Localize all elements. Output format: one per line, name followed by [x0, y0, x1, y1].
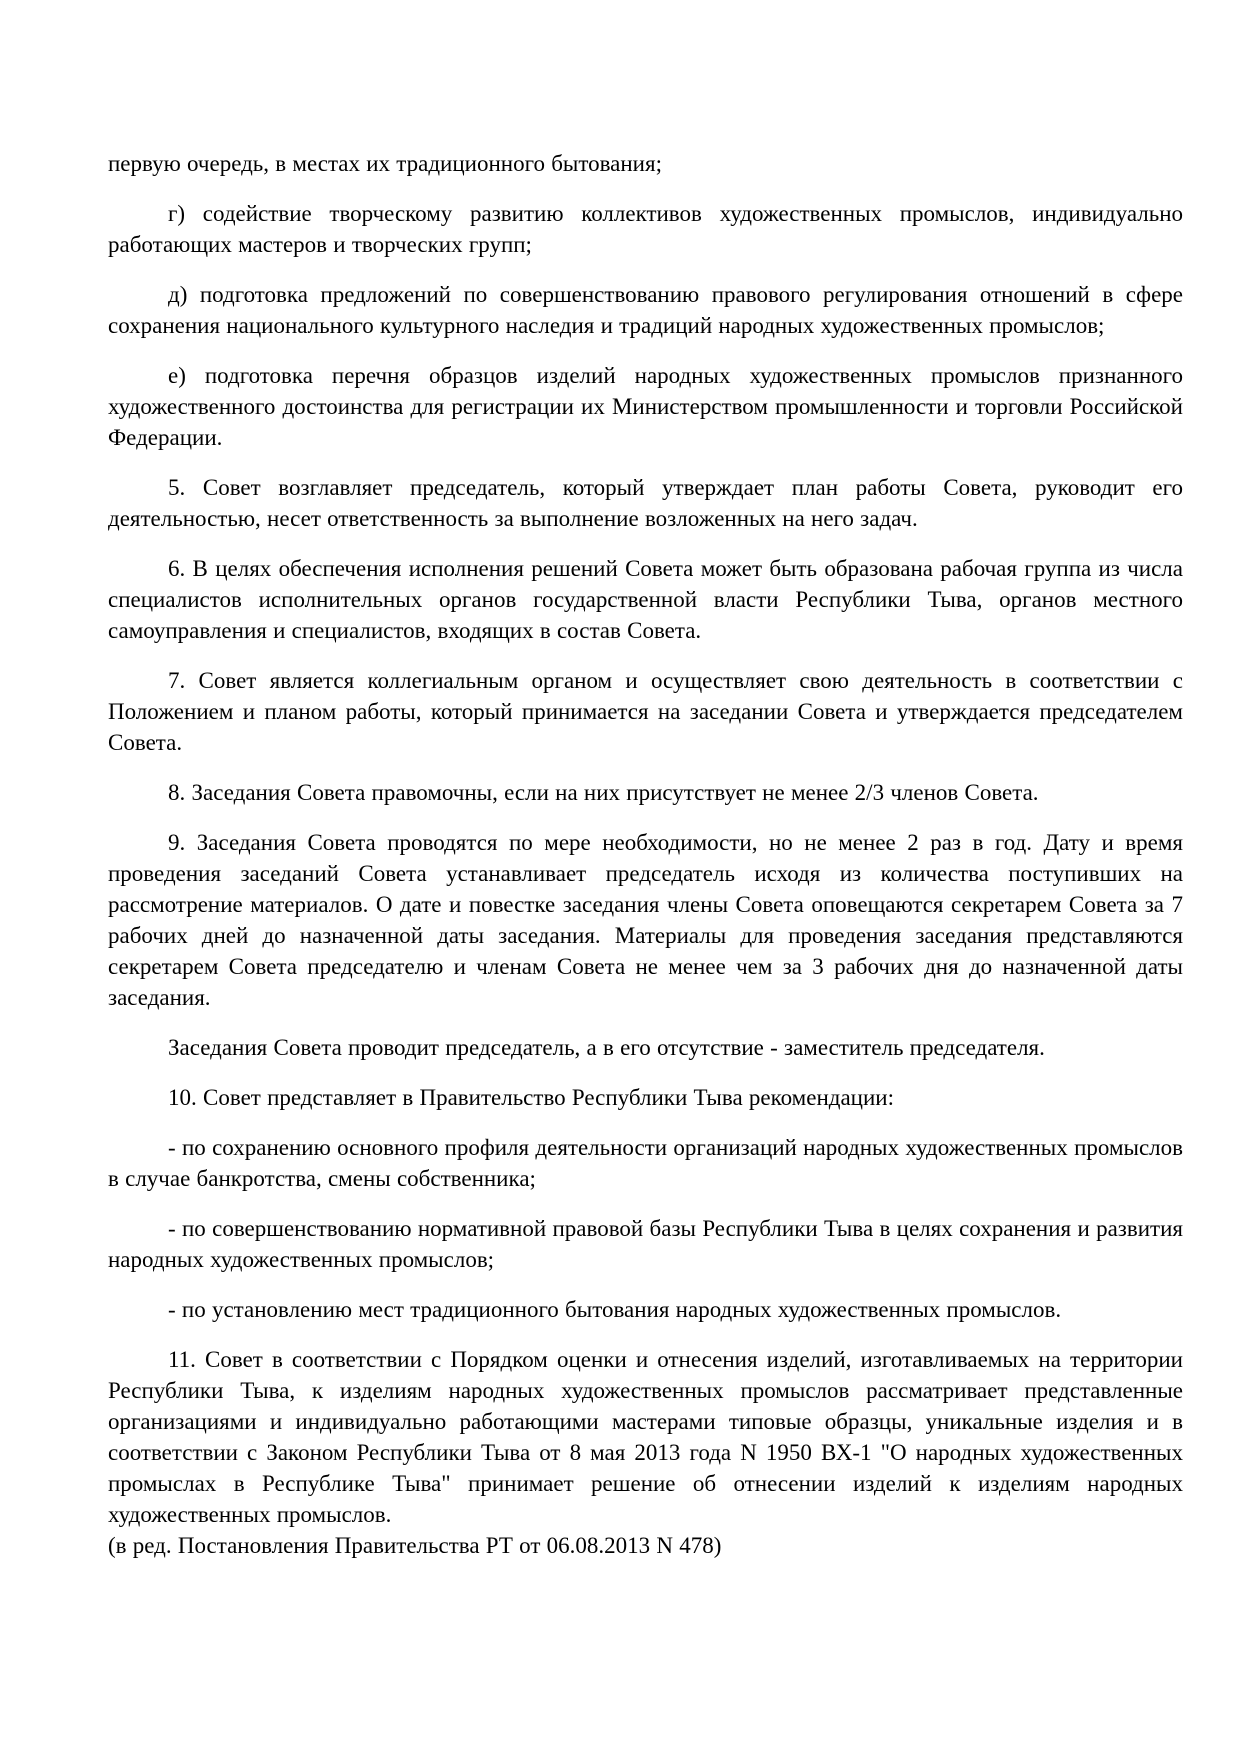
clause-9-chair-note: Заседания Совета проводит председатель, а в его отсутствие - заместитель председателя.	[168, 1035, 1045, 1060]
clause-6: 6. В целях обеспечения исполнения решений Совета может быть образована рабочая группа из числа специалистов исполнительных органов государственной власти Республики Тыва, органов местного самоуправления и специалистов, входящих в состав Совета.	[108, 556, 1183, 643]
subclause-e: е) подготовка перечня образцов изделий народных художественных промыслов признанного художественного достоинства для регистрации их Министерством промышленности и торговли Российской Федерации.	[108, 363, 1183, 450]
recommendation-item-1: - по сохранению основного профиля деятельности организаций народных художественных промыслов в случае банкротства, смены собственника;	[108, 1135, 1183, 1191]
subclause-d: д) подготовка предложений по совершенствованию правового регулирования отношений в сфере сохранения национального культурного наследия и традиций народных художественных промыслов;	[108, 282, 1183, 338]
clause-7: 7. Совет является коллегиальным органом и осуществляет свою деятельность в соответствии с Положением и планом работы, который принимается на заседании Совета и утверждается председателем Совета.	[108, 668, 1183, 755]
clause-11: 11. Совет в соответствии с Порядком оценки и отнесения изделий, изготавливаемых на территории Республики Тыва, к изделиям народных художественных промыслов рассматривает представленные организациями и индивидуально работающими мастерами типовые образцы, уникальные изделия и в соответствии с Законом Республики Тыва от 8 мая 2013 года N 1950 ВХ-1 "О народных художественных промыслах в Республике Тыва" принимает решение об отнесении изделий к изделиям народных художественных промыслов.	[108, 1347, 1183, 1527]
document-body	[108, 148, 1183, 1561]
continuation-line: первую очередь, в местах их традиционного бытования;	[108, 151, 662, 176]
clause-9: 9. Заседания Совета проводятся по мере необходимости, но не менее 2 раз в год. Дату и время проведения заседаний Совета устанавливает председатель исходя из количества поступивших на рассмотрение материалов. О дате и повестке заседания члены Совета оповещаются секретарем Совета за 7 рабочих дней до назначенной даты заседания. Материалы для проведения заседания представляются секретарем Совета председателю и членам Совета не менее чем за 3 рабочих дня до назначенной даты заседания.	[108, 830, 1183, 1010]
recommendation-item-3: - по установлению мест традиционного бытования народных художественных промыслов.	[168, 1297, 1062, 1322]
clause-8: 8. Заседания Совета правомочны, если на них присутствует не менее 2/3 членов Совета.	[168, 780, 1039, 805]
subclause-g: г) содействие творческому развитию коллективов художественных промыслов, индивидуально работающих мастеров и творческих групп;	[108, 201, 1183, 257]
clause-5: 5. Совет возглавляет председатель, который утверждает план работы Совета, руководит его деятельностью, несет ответственность за выполнение возложенных на него задач.	[108, 475, 1183, 531]
clause-10: 10. Совет представляет в Правительство Республики Тыва рекомендации:	[168, 1085, 894, 1110]
recommendation-item-2: - по совершенствованию нормативной правовой базы Республики Тыва в целях сохранения и развития народных художественных промыслов;	[108, 1216, 1183, 1272]
amendment-note: (в ред. Постановления Правительства РТ от 06.08.2013 N 478)	[108, 1533, 722, 1558]
